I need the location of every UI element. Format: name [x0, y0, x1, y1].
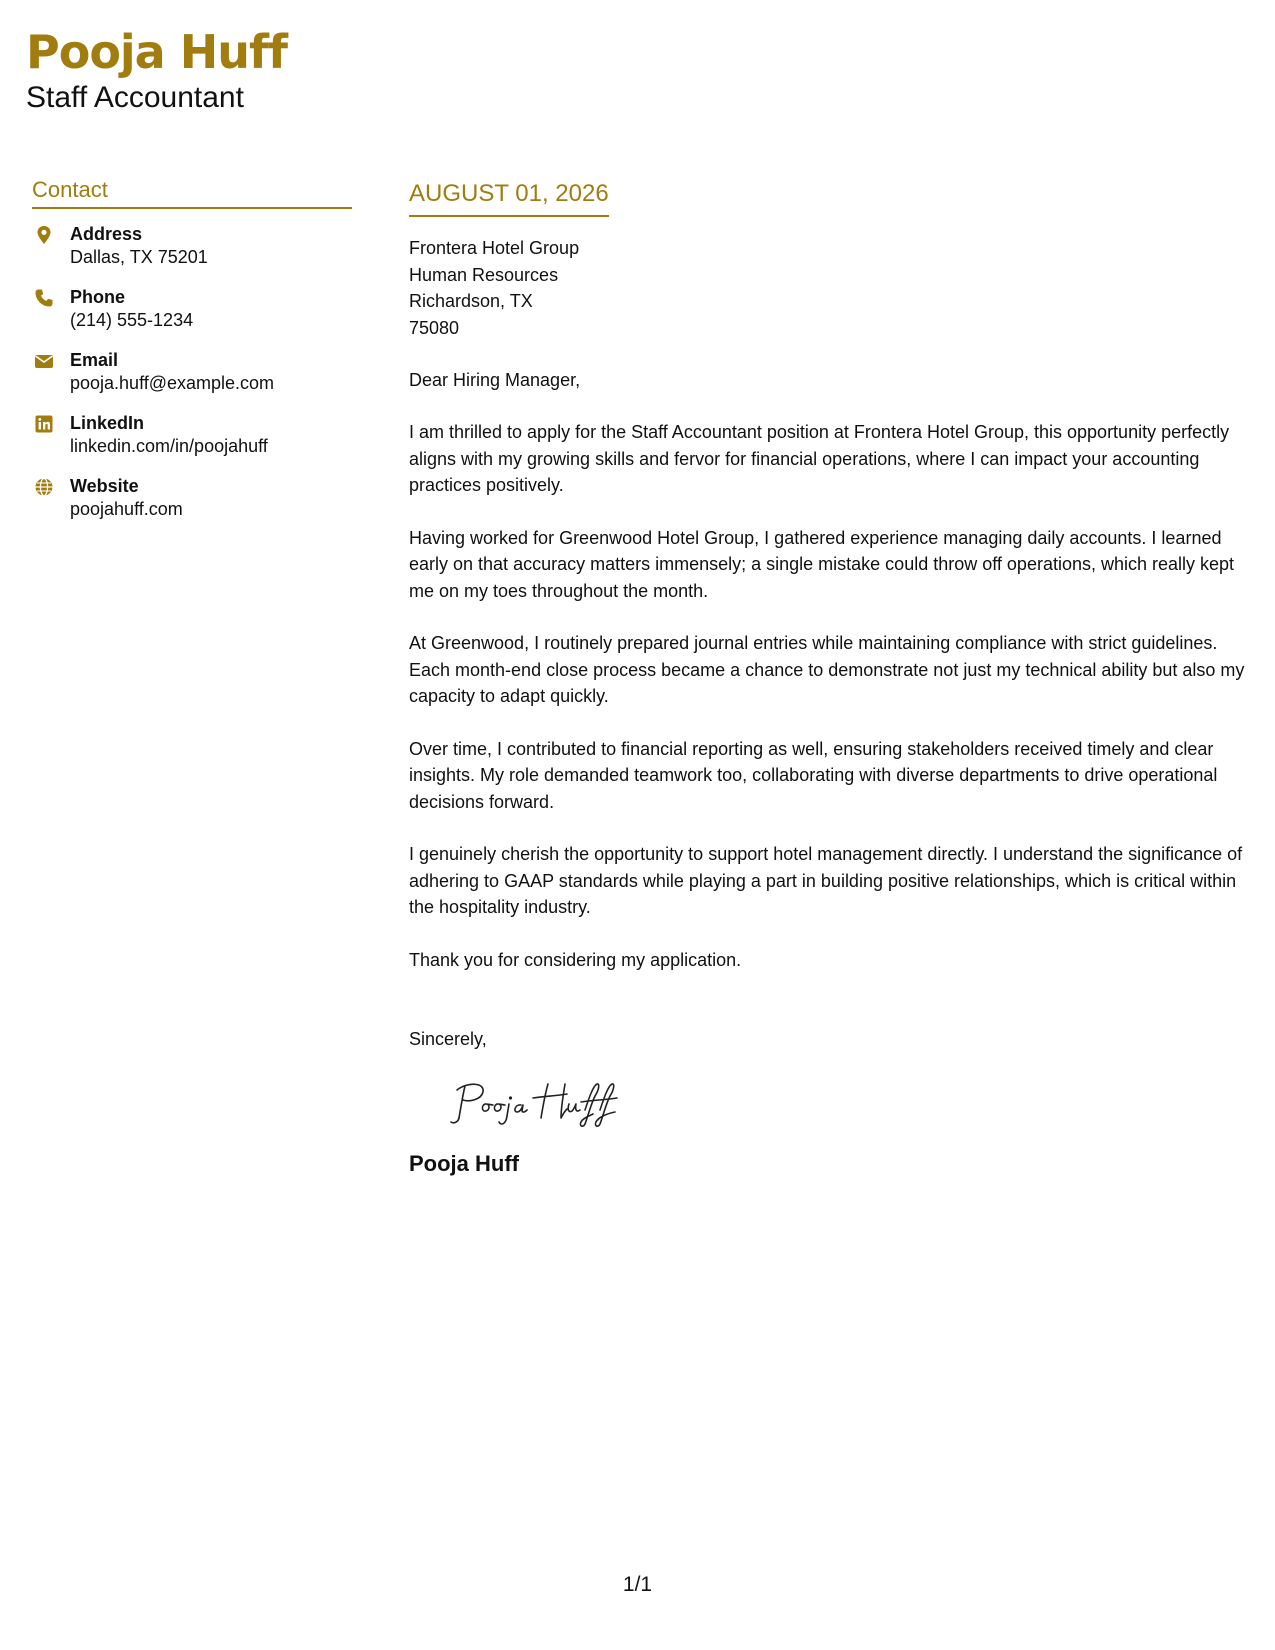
contact-linkedin: [32, 412, 352, 459]
email-value: pooja.huff@example.com: [70, 373, 275, 393]
recipient-city: Richardson, TX: [409, 291, 533, 311]
envelope-icon: [34, 351, 54, 371]
contact-address: [32, 223, 352, 270]
contact-heading: Contact: [32, 176, 352, 209]
website-label: Website: [70, 476, 139, 496]
salutation: Dear Hiring Manager,: [409, 370, 581, 390]
contact-phone: [32, 286, 352, 333]
email-label: Email: [70, 350, 119, 370]
contact-email: [32, 349, 352, 396]
recipient-department: Human Resources: [409, 264, 559, 285]
letter-header: [26, 24, 287, 116]
address-label: Address: [70, 224, 143, 244]
website-value: poojahuff.com: [70, 499, 183, 519]
address-value: Dallas, TX 75201: [70, 247, 208, 267]
location-pin-icon: [34, 225, 54, 245]
letter-body: [409, 178, 1254, 1178]
paragraph: Having worked for Greenwood Hotel Group, I gathered experience managing daily accounts. I learned early on that accuracy matters immensely; a single mistake could throw off operations, which really kept me on my toes throughout the month.: [409, 527, 1235, 601]
contact-sidebar: [32, 176, 352, 538]
paragraph: At Greenwood, I routinely prepared journal entries while maintaining compliance with strict guidelines. Each month-end close process became a chance to demonstrate not just my technical ability but also my capacity to adapt quickly.: [409, 633, 1245, 706]
job-title: Staff Accountant: [26, 81, 244, 114]
phone-icon: [34, 288, 54, 308]
signature-image: [445, 1078, 635, 1130]
paragraph: Thank you for considering my application.: [409, 949, 742, 970]
recipient-zip: 75080: [409, 317, 460, 338]
contact-website: [32, 475, 352, 522]
applicant-name: Pooja Huff: [26, 25, 288, 79]
phone-value: (214) 555-1234: [70, 310, 194, 330]
page-number: 1/1: [622, 1573, 653, 1596]
letter-date: AUGUST 01, 2026: [409, 180, 609, 207]
paragraph: I am thrilled to apply for the Staff Accountant position at Frontera Hotel Group, this opportunity perfectly aligns with my growing skills and fervor for financial operations, where I can impact your accounting practices positively.: [409, 422, 1230, 495]
paragraph: I genuinely cherish the opportunity to support hotel management directly. I understand the significance of adhering to GAAP standards while playing a part in building positive relationships, which is critical within the hospitality industry.: [409, 844, 1243, 917]
linkedin-value: linkedin.com/in/poojahuff: [70, 436, 268, 456]
linkedin-icon: [34, 414, 54, 434]
closing: Sincerely,: [409, 1029, 487, 1049]
recipient-company: Frontera Hotel Group: [409, 238, 580, 258]
linkedin-label: LinkedIn: [70, 413, 145, 433]
phone-label: Phone: [70, 287, 126, 307]
date-block: [409, 178, 609, 217]
paragraph: Over time, I contributed to financial reporting as well, ensuring stakeholders received timely and clear insights. My role demanded teamwork too, collaborating with diverse departments to drive operational decisions forward.: [409, 738, 1218, 812]
globe-icon: [34, 477, 54, 497]
recipient-address: [409, 235, 1254, 341]
signed-name: Pooja Huff: [409, 1151, 519, 1176]
